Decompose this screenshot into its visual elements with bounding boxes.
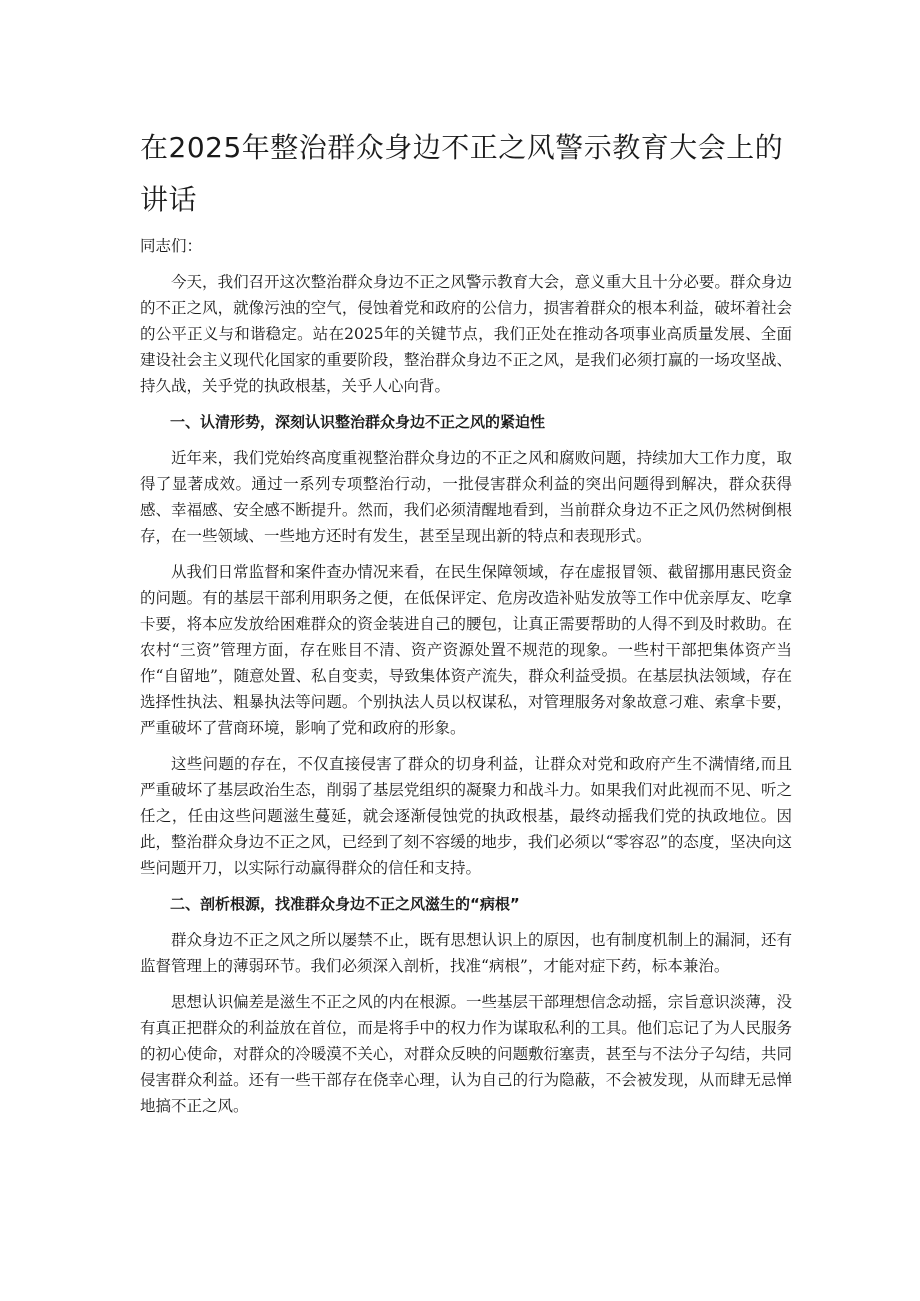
salutation: 同志们： — [140, 237, 203, 255]
paragraph-problems: 从我们日常监督和案件查办情况来看，在民生保障领域，存在虚报冒领、截留挪用惠民资金的问题。有的基层干部利用职务之便，在低保评定、危房改造补贴发放等工作中优亲厚友、吃拿卡要，将本应发放给困难群众的资金装进自己的腰包，让真正需要帮助的人得不到及时救助。在农村“三资”管理方面，存在账目不清、资产资源处置不规范的现象。一些村干部把集体资产当作“自留地”，随意处置、私自变卖，导致集体资产流失，群众利益受损。在基层执法领域，存在选择性执法、粗暴执法等问题。个别执法人员以权谋私，对管理服务对象故意刁难、索拿卡要，严重破坏了营商环境，影响了党和政府的形象。 — [140, 563, 792, 737]
paragraph-situation: 近年来，我们党始终高度重视整治群众身边的不正之风和腐败问题，持续加大工作力度，取得了显著成效。通过一系列专项整治行动，一批侵害群众利益的突出问题得到解决，群众获得感、幸福感、安全感不断提升。然而，我们必须清醒地看到，当前群众身边不正之风仍然树倒根存，在一些领域、一些地方还时有发生，甚至呈现出新的特点和表现形式。 — [140, 449, 792, 545]
paragraph-ideology: 思想认识偏差是滋生不正之风的内在根源。一些基层干部理想信念动摇，宗旨意识淡薄，没有真正把群众的利益放在首位，而是将手中的权力作为谋取私利的工具。他们忘记了为人民服务的初心使命，对群众的冷暖漠不关心，对群众反映的问题敷衍塞责，甚至与不法分子勾结，共同侵害群众利益。还有一些干部存在侥幸心理，认为自己的行为隐蔽，不会被发现，从而肆无忌惮地搞不正之风。 — [140, 993, 792, 1115]
section-heading-1: 一、认清形势，深刻认识整治群众身边不正之风的紧迫性 — [170, 413, 546, 431]
section-heading-2: 二、剖析根源，找准群众身边不正之风滋生的“病根” — [170, 895, 520, 913]
paragraph-intro: 今天，我们召开这次整治群众身边不正之风警示教育大会，意义重大且十分必要。群众身边的不正之风，就像污浊的空气，侵蚀着党和政府的公信力，损害着群众的根本利益，破坏着社会的公平正义与和谐稳定。站在2025年的关键节点，我们正处在推动各项事业高质量发展、全面建设社会主义现代化国家的重要阶段，整治群众身边不正之风，是我们必须打赢的一场攻坚战、持久战，关乎党的执政根基，关乎人心向背。 — [140, 273, 792, 395]
document-title: 在2025年整治群众身边不正之风警示教育大会上的讲话 — [140, 131, 784, 216]
paragraph-consequences: 这些问题的存在，不仅直接侵害了群众的切身利益，让群众对党和政府产生不满情绪,而且严重破坏了基层政治生态，削弱了基层党组织的凝聚力和战斗力。如果我们对此视而不见、听之任之，任由这些问题滋生蔓延，就会逐渐侵蚀党的执政根基，最终动摇我们党的执政地位。因此，整治群众身边不正之风，已经到了刻不容缓的地步，我们必须以“零容忍”的态度，坚决向这些问题开刀，以实际行动赢得群众的信任和支持。 — [140, 755, 792, 877]
paragraph-roots: 群众身边不正之风之所以屡禁不止，既有思想认识上的原因，也有制度机制上的漏洞，还有监督管理上的薄弱环节。我们必须深入剖析，找准“病根”，才能对症下药，标本兼治。 — [140, 931, 792, 975]
document-body — [140, 233, 792, 1129]
